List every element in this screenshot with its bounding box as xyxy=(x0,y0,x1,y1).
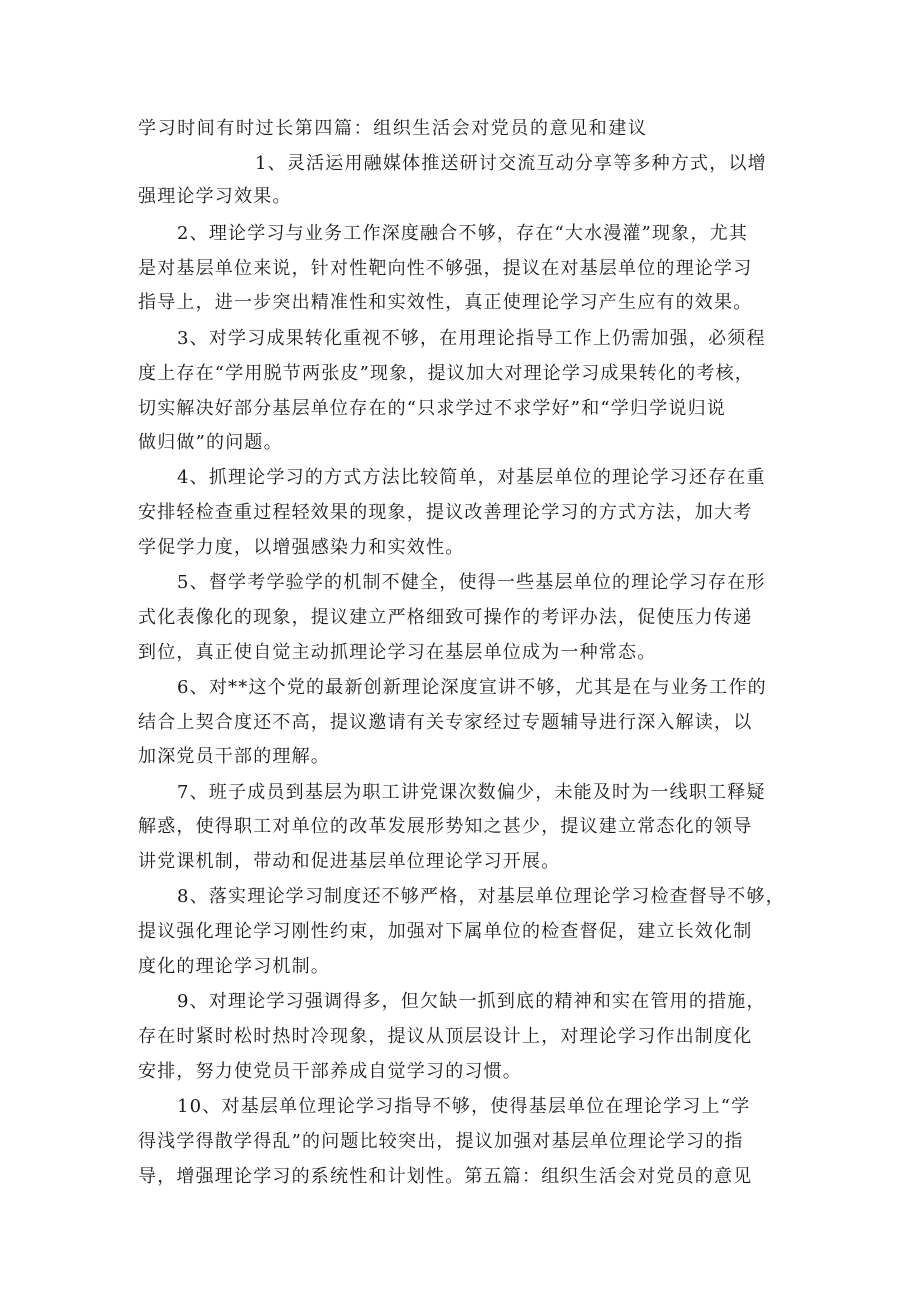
text-line: 2、理论学习与业务工作深度融合不够，存在“大水漫灌”现象，尤其 xyxy=(177,223,749,244)
text-line: 安排轻检查重过程轻效果的现象，提议改善理论学习的方式方法，加大考 xyxy=(138,502,753,523)
text-line: 得浅学得散学得乱”的问题比较突出，提议加强对基层单位理论学习的指 xyxy=(138,1131,744,1152)
text-line: 6、对**这个党的最新创新理论深度宣讲不够，尤其是在与业务工作的 xyxy=(177,677,767,698)
text-line: 解惑，使得职工对单位的改革发展形势知之甚少，提议建立常态化的领导 xyxy=(138,816,753,837)
text-line: 式化表像化的现象，提议建立严格细致可操作的考评办法，促使压力传递 xyxy=(138,607,753,628)
text-line: 到位，真正使自觉主动抓理论学习在基层单位成为一种常态。 xyxy=(138,642,657,663)
text-line: 4、抓理论学习的方式方法比较简单，对基层单位的理论学习还存在重 xyxy=(177,467,766,488)
text-line: 安排，努力使党员干部养成自觉学习的习惯。 xyxy=(138,1061,522,1082)
text-line: 切实解决好部分基层单位存在的“只求学过不求学好”和“学归学说归说 xyxy=(138,398,727,419)
text-line: 是对基层单位来说，针对性靶向性不够强，提议在对基层单位的理论学习 xyxy=(138,258,753,279)
text-line: 学习时间有时过长第四篇：组织生活会对党员的意见和建议 xyxy=(138,118,648,139)
text-line: 7、班子成员到基层为职工讲党课次数偏少，未能及时为一线职工释疑 xyxy=(177,782,766,803)
text-line: 9、对理论学习强调得多，但欠缺一抓到底的精神和实在管用的措施， xyxy=(177,991,766,1012)
text-line: 讲党课机制，带动和促进基层单位理论学习开展。 xyxy=(138,851,561,872)
text-line: 10、对基层单位理论学习指导不够，使得基层单位在理论学习上“学 xyxy=(177,1096,751,1117)
text-line: 8、落实理论学习制度还不够严格，对基层单位理论学习检查督导不够， xyxy=(177,886,785,907)
text-line: 存在时紧时松时热时冷现象，提议从顶层设计上，对理论学习作出制度化 xyxy=(138,1026,753,1047)
text-line: 强理论学习效果。 xyxy=(138,186,292,207)
text-line: 导，增强理论学习的系统性和计划性。第五篇：组织生活会对党员的意见 xyxy=(138,1166,753,1187)
text-line: 1、灵活运用融媒体推送研讨交流互动分享等多种方式，以增 xyxy=(255,153,767,174)
text-line: 度上存在“学用脱节两张皮”现象，提议加大对理论学习成果转化的考核， xyxy=(138,363,755,384)
text-line: 3、对学习成果转化重视不够，在用理论指导工作上仍需加强，必须程 xyxy=(177,328,766,349)
text-line: 指导上，进一步突出精准性和实效性，真正使理论学习产生应有的效果。 xyxy=(138,292,753,313)
text-line: 结合上契合度还不高，提议邀请有关专家经过专题辅导进行深入解读，以 xyxy=(138,712,753,733)
text-line: 5、督学考学验学的机制不健全，使得一些基层单位的理论学习存在形 xyxy=(177,572,766,593)
text-line: 提议强化理论学习刚性约束，加强对下属单位的检查督促，建立长效化制 xyxy=(138,921,753,942)
text-line: 加深党员干部的理解。 xyxy=(138,746,330,767)
text-line: 度化的理论学习机制。 xyxy=(138,956,330,977)
text-line: 做归做”的问题。 xyxy=(138,432,283,453)
text-line: 学促学力度，以增强感染力和实效性。 xyxy=(138,537,465,558)
